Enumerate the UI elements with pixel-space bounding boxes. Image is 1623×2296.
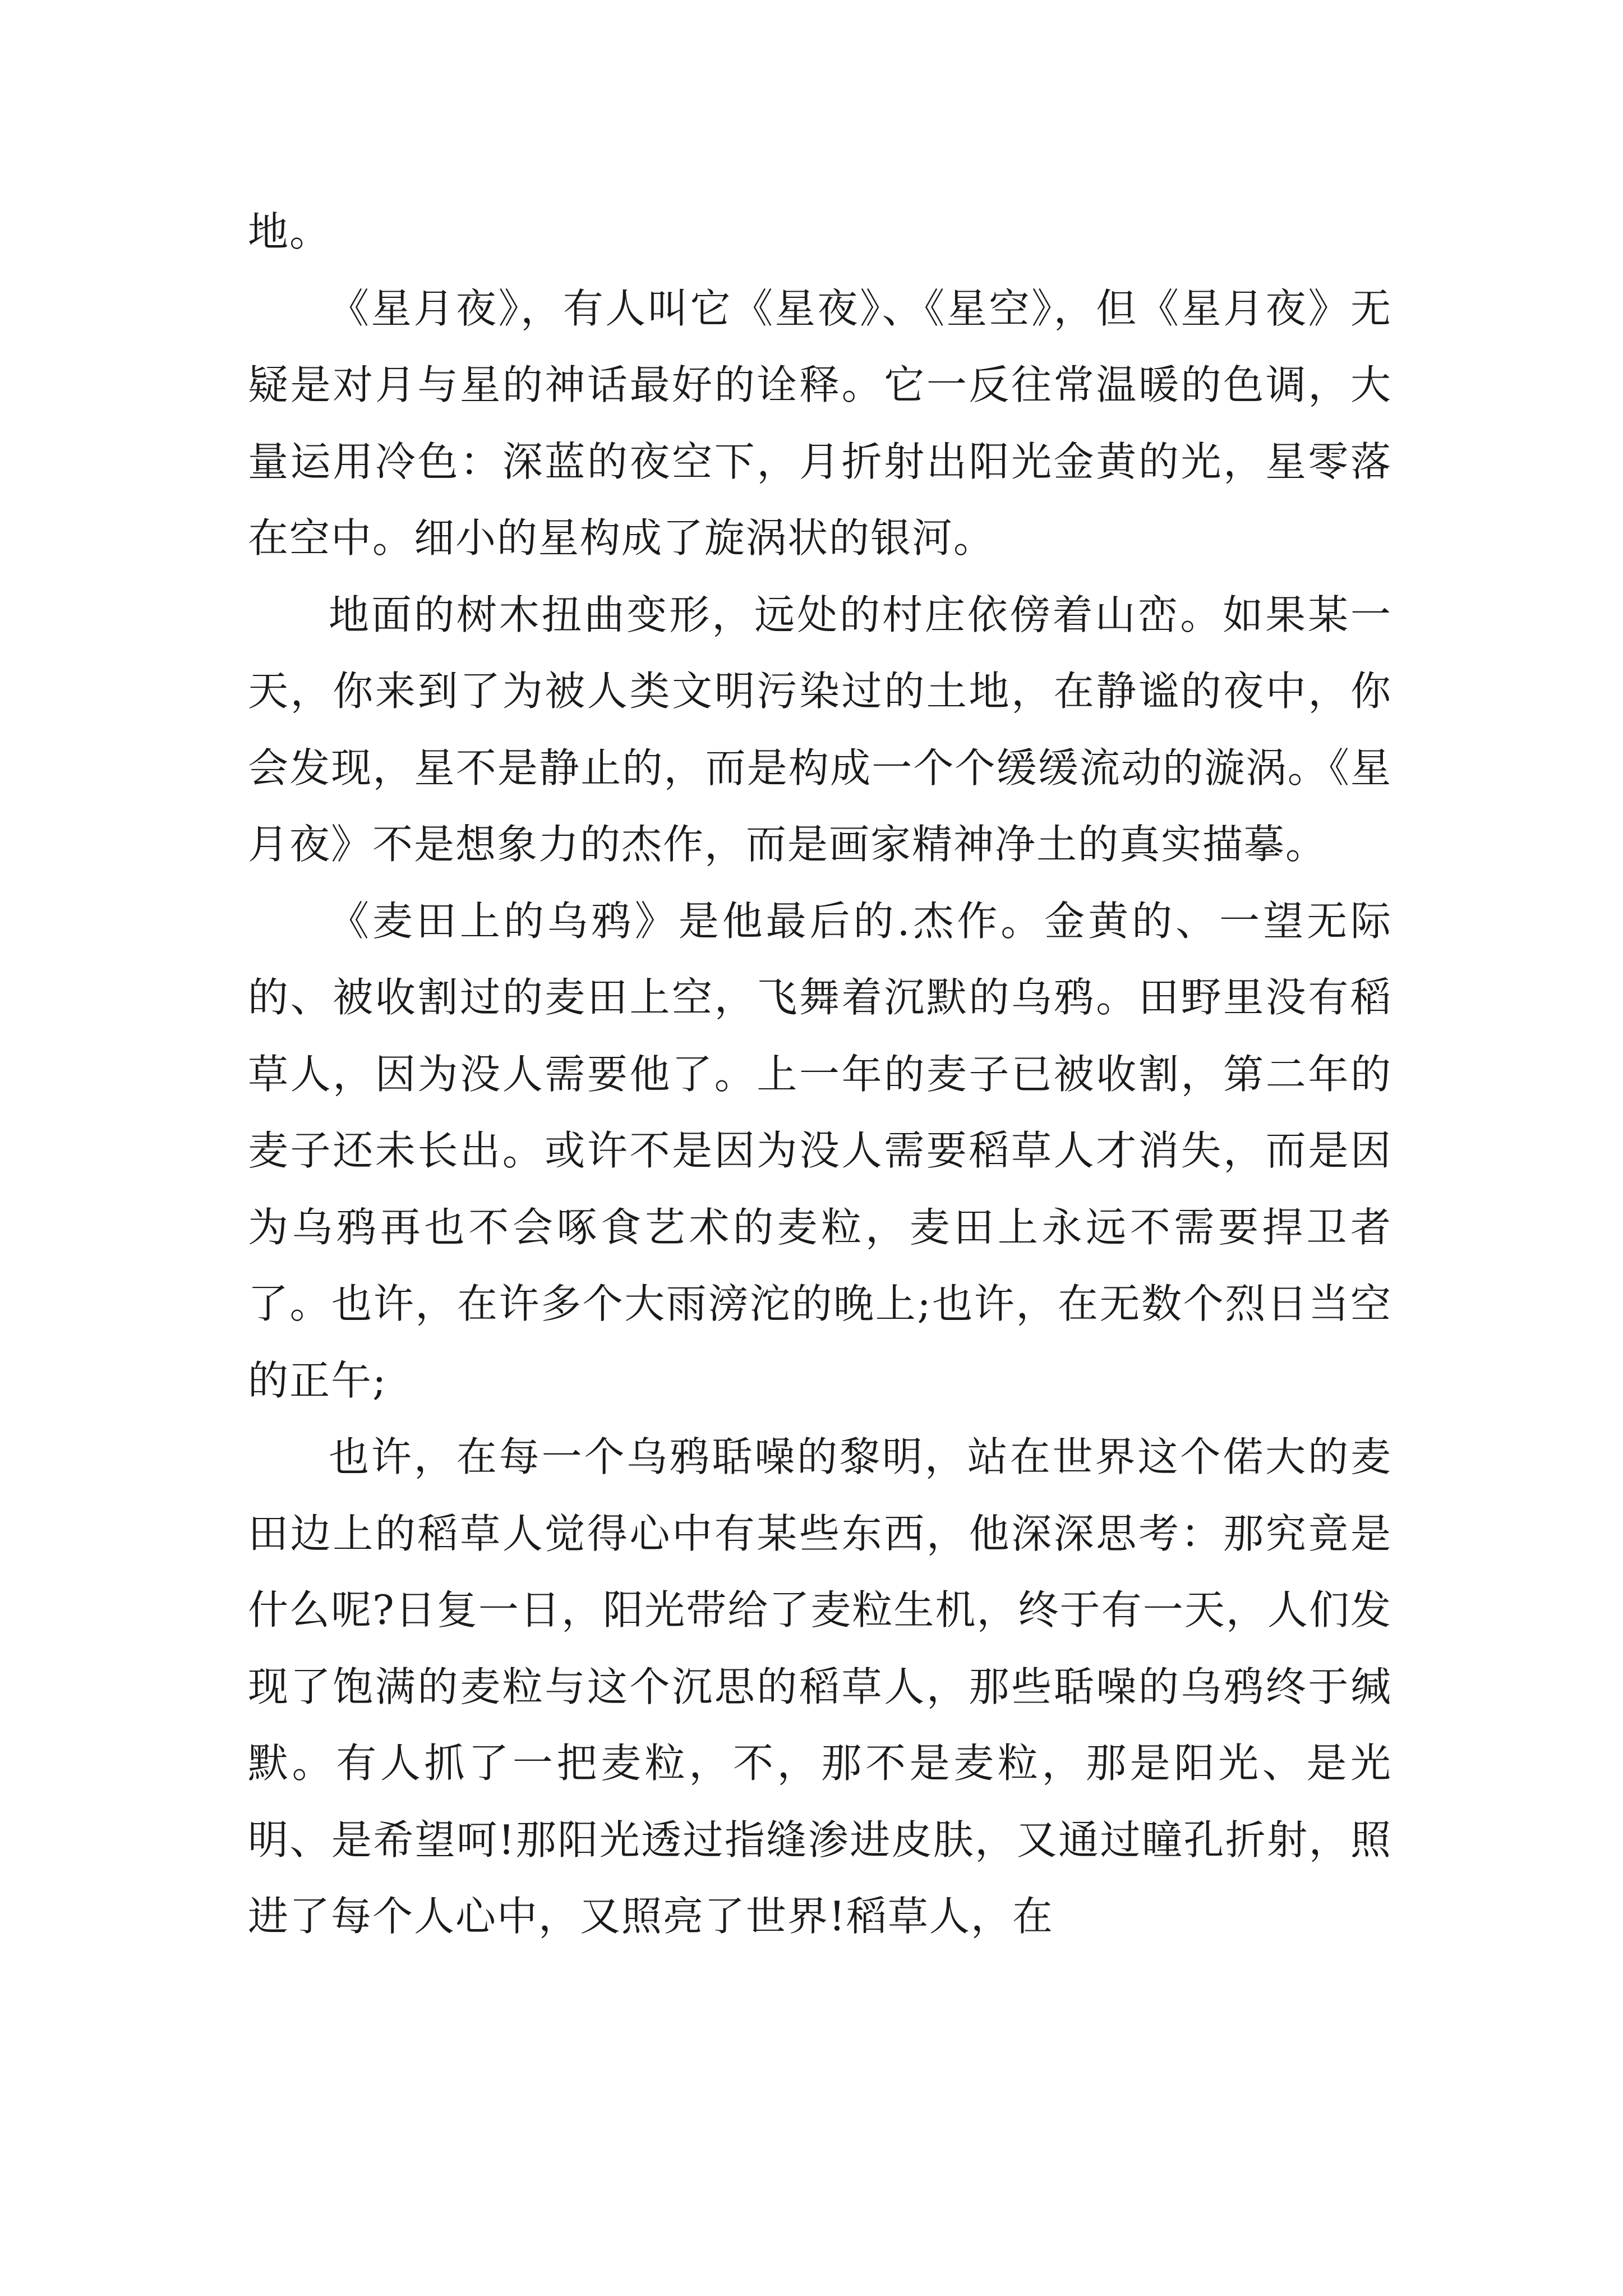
paragraph-4: 《麦田上的乌鸦》是他最后的.杰作。金黄的、一望无际的、被收割过的麦田上空，飞舞着沉默的乌鸦。田野里没有稻草人，因为没人需要他了。上一年的麦子已被收割，第二年的麦子还未长出。或许不是因为没人需要稻草人才消失，而是因为乌鸦再也不会啄食艺术的麦粒，麦田上永远不需要捍卫者了。也许，在许多个大雨滂沱的晚上;也许，在无数个烈日当空的正午; <box>248 897 1392 1404</box>
paragraph-5: 也许，在每一个乌鸦聒噪的黎明，站在世界这个偌大的麦田边上的稻草人觉得心中有某些东西，他深深思考：那究竟是什么呢?日复一日，阳光带给了麦粒生机，终于有一天，人们发现了饱满的麦粒与这个沉思的稻草人，那些聒噪的乌鸦终于缄默。有人抓了一把麦粒，不，那不是麦粒，那是阳光、是光明、是希望呵!那阳光透过指缝渗进皮肤，又通过瞳孔折射，照进了每个人心中，又照亮了世界!稻草人，在 <box>248 1433 1392 1940</box>
body-text <box>248 194 1392 1955</box>
paragraph-1: 地。 <box>248 208 331 255</box>
paragraph-2: 《星月夜》，有人叫它《星夜》、《星空》，但《星月夜》无疑是对月与星的神话最好的诠释。它一反往常温暖的色调，大量运用冷色：深蓝的夜空下，月折射出阳光金黄的光，星零落在空中。细小的星构成了旋涡状的银河。 <box>248 284 1392 562</box>
paragraph-3: 地面的树木扭曲变形，远处的村庄依傍着山峦。如果某一天，你来到了为被人类文明污染过的土地，在静谧的夜中，你会发现，星不是静止的，而是构成一个个缓缓流动的漩涡。《星月夜》不是想象力的杰作，而是画家精神净土的真实描摹。 <box>248 591 1392 868</box>
